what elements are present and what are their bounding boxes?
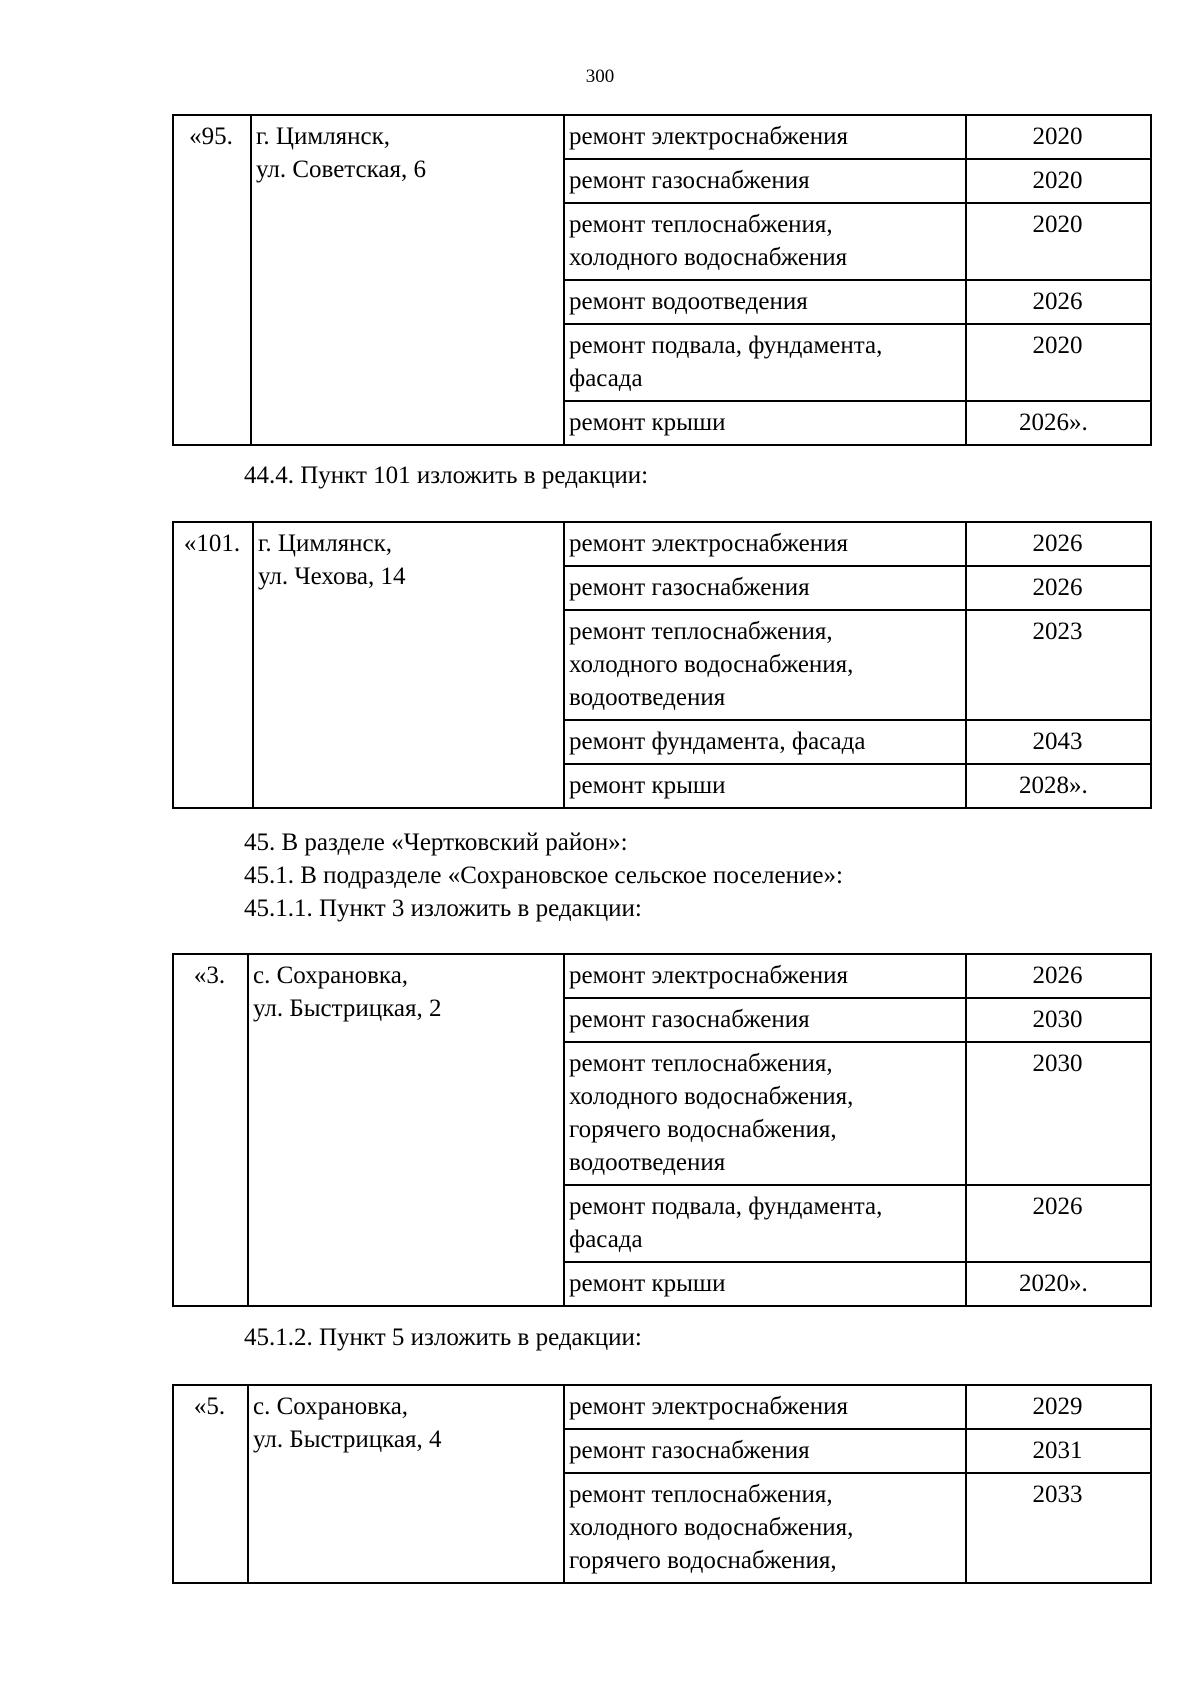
year-cell: 2028». <box>966 764 1151 808</box>
year-cell: 2043 <box>966 720 1151 764</box>
year-cell: 2020 <box>966 203 1151 280</box>
work-cell: ремонт фундамента, фасада <box>564 720 966 764</box>
work-cell: ремонт теплоснабжения, холодного водоснабжения, горячего водоснабжения, <box>564 1473 966 1583</box>
item-number: «95. <box>173 115 251 445</box>
paragraph: 45.1. В подразделе «Сохрановское сельское поселение»: <box>244 862 843 889</box>
item-number: «5. <box>173 1385 248 1583</box>
year-cell: 2026 <box>966 566 1151 610</box>
work-cell: ремонт подвала, фундамента, фасада <box>564 324 966 401</box>
address-cell: с. Сохрановка, ул. Быстрицкая, 4 <box>248 1385 564 1583</box>
address-cell: с. Сохрановка, ул. Быстрицкая, 2 <box>248 954 564 1306</box>
work-cell: ремонт теплоснабжения, холодного водоснабжения, водоотведения <box>564 610 966 720</box>
year-cell: 2031 <box>966 1429 1151 1473</box>
paragraph: 44.4. Пункт 101 изложить в редакции: <box>244 462 649 489</box>
year-cell: 2020 <box>966 324 1151 401</box>
year-cell: 2026 <box>966 1185 1151 1262</box>
item-number: «101. <box>173 522 253 808</box>
work-cell: ремонт электроснабжения <box>564 1385 966 1429</box>
year-cell: 2020 <box>966 115 1151 159</box>
record-table-5 <box>172 1384 1152 1584</box>
work-cell: ремонт теплоснабжения, холодного водоснабжения, горячего водоснабжения, водоотведения <box>564 1042 966 1185</box>
year-cell: 2026». <box>966 401 1151 445</box>
year-cell: 2020». <box>966 1262 1151 1306</box>
work-cell: ремонт крыши <box>564 1262 966 1306</box>
year-cell: 2023 <box>966 610 1151 720</box>
work-cell: ремонт электроснабжения <box>564 522 966 566</box>
work-cell: ремонт газоснабжения <box>564 1429 966 1473</box>
work-cell: ремонт водоотведения <box>564 280 966 324</box>
work-cell: ремонт газоснабжения <box>564 998 966 1042</box>
record-table-3 <box>172 953 1152 1307</box>
record-table-95 <box>172 114 1152 446</box>
table-row <box>173 522 1151 566</box>
work-cell: ремонт подвала, фундамента, фасада <box>564 1185 966 1262</box>
paragraph: 45. В разделе «Чертковский район»: <box>244 829 628 856</box>
item-number: «3. <box>173 954 248 1306</box>
address-cell: г. Цимлянск, ул. Советская, 6 <box>251 115 564 445</box>
work-cell: ремонт крыши <box>564 401 966 445</box>
year-cell: 2026 <box>966 280 1151 324</box>
paragraph: 45.1.2. Пункт 5 изложить в редакции: <box>244 1324 642 1351</box>
year-cell: 2026 <box>966 954 1151 998</box>
page-number: 300 <box>585 66 615 87</box>
table-row <box>173 954 1151 998</box>
work-cell: ремонт теплоснабжения, холодного водоснабжения <box>564 203 966 280</box>
work-cell: ремонт газоснабжения <box>564 566 966 610</box>
year-cell: 2020 <box>966 159 1151 203</box>
record-table-101 <box>172 521 1152 809</box>
paragraph: 45.1.1. Пункт 3 изложить в редакции: <box>244 895 642 922</box>
year-cell: 2029 <box>966 1385 1151 1429</box>
year-cell: 2030 <box>966 998 1151 1042</box>
work-cell: ремонт электроснабжения <box>564 115 966 159</box>
table-row <box>173 1385 1151 1429</box>
work-cell: ремонт газоснабжения <box>564 159 966 203</box>
year-cell: 2026 <box>966 522 1151 566</box>
work-cell: ремонт крыши <box>564 764 966 808</box>
address-cell: г. Цимлянск, ул. Чехова, 14 <box>253 522 564 808</box>
table-row <box>173 115 1151 159</box>
year-cell: 2030 <box>966 1042 1151 1185</box>
year-cell: 2033 <box>966 1473 1151 1583</box>
work-cell: ремонт электроснабжения <box>564 954 966 998</box>
